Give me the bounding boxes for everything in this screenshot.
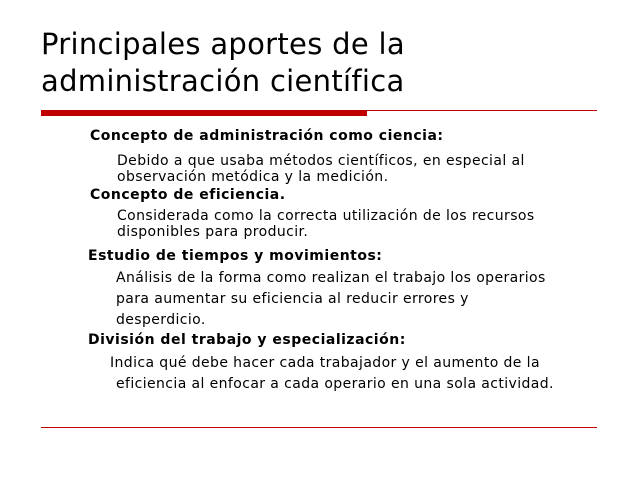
section-heading-4: División del trabajo y especialización: bbox=[88, 332, 406, 348]
section-body-1 bbox=[117, 153, 525, 185]
title-line-1: Principales aportes de la bbox=[41, 27, 405, 61]
section-1-line-2: observación metódica y la medición. bbox=[117, 169, 389, 185]
section-4-line-1: Indica qué debe hacer cada trabajador y el aumento de la bbox=[110, 355, 540, 371]
section-heading-1: Concepto de administración como ciencia: bbox=[90, 128, 444, 144]
section-body-2 bbox=[117, 208, 535, 240]
section-4-line-2: eficiencia al enfocar a cada operario en una sola actividad. bbox=[116, 376, 554, 392]
title-line-2: administración científica bbox=[41, 64, 405, 98]
section-heading-3: Estudio de tiempos y movimientos: bbox=[88, 248, 383, 264]
section-heading-2: Concepto de eficiencia. bbox=[90, 187, 286, 203]
section-1-line-1: Debido a que usaba métodos científicos, en especial al bbox=[117, 153, 525, 169]
section-3-line-3: desperdicio. bbox=[116, 312, 206, 328]
section-body-4 bbox=[110, 353, 554, 395]
bottom-rule bbox=[41, 427, 597, 428]
section-3-line-1: Análisis de la forma como realizan el trabajo los operarios bbox=[116, 270, 546, 286]
slide-title bbox=[41, 26, 601, 100]
title-underline-accent bbox=[41, 111, 367, 116]
section-3-line-2: para aumentar su eficiencia al reducir errores y bbox=[116, 291, 469, 307]
section-2-line-1: Considerada como la correcta utilización de los recursos bbox=[117, 208, 535, 224]
section-2-line-2: disponibles para producir. bbox=[117, 224, 309, 240]
section-body-3 bbox=[116, 268, 546, 331]
